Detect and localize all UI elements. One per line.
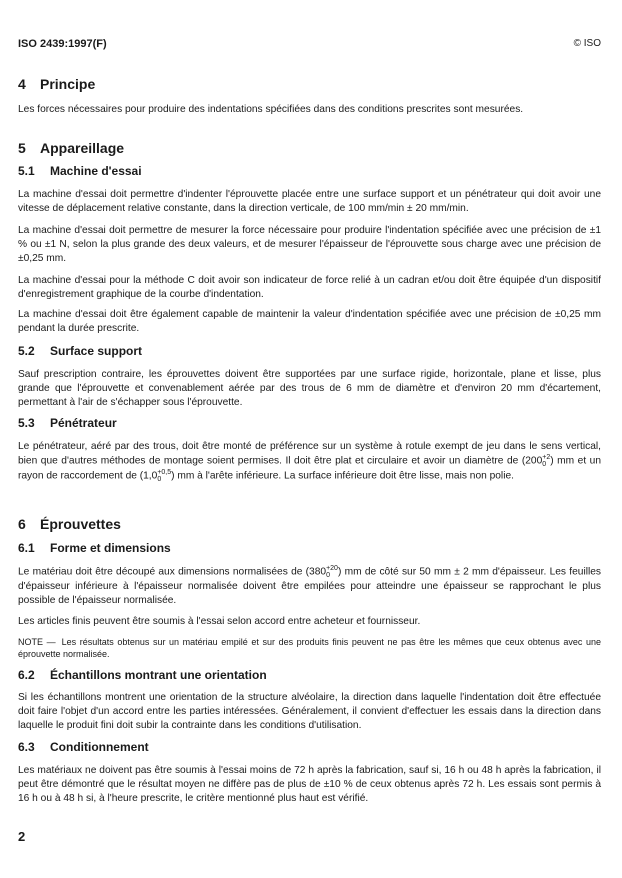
subsection-number: 5.3	[18, 416, 35, 430]
subsection-title: Machine d'essai	[50, 164, 142, 178]
section-6-heading	[18, 516, 601, 532]
tolerance-fraction	[157, 469, 171, 483]
tolerance-fraction	[326, 565, 338, 579]
section-5-heading	[18, 140, 601, 156]
subsection-number: 6.2	[18, 668, 35, 682]
note-label: NOTE —	[18, 637, 56, 647]
copyright-notice: © ISO	[573, 38, 601, 49]
subsection-number: 6.3	[18, 740, 35, 754]
document-page	[18, 0, 601, 878]
tolerance-upper: +20	[326, 565, 338, 572]
section-4-heading	[18, 76, 601, 92]
tolerance-upper: +0,5	[157, 468, 172, 476]
text-run: Le matériau doit être découpé aux dimensions normalisées de (380	[18, 566, 327, 578]
standard-reference: ISO 2439:1997(F)	[18, 38, 107, 50]
subsection-6-1-paragraph-1	[18, 565, 601, 608]
subsection-5-2-heading	[18, 344, 601, 358]
subsection-title: Conditionnement	[50, 740, 149, 754]
tolerance-lower: 0	[326, 572, 330, 579]
subsection-6-3-heading	[18, 740, 601, 754]
subsection-number: 5.2	[18, 344, 35, 358]
subsection-number: 5.1	[18, 164, 35, 178]
section-title: Éprouvettes	[40, 516, 121, 532]
note-text: Les résultats obtenus sur un matériau empilé et sur des produits finis peuvent ne pas être les mêmes que ceux obtenus avec une éprouvette normalisée.	[18, 637, 601, 659]
subsection-title: Surface support	[50, 344, 143, 358]
text-run: ) mm de côté sur 50 mm ± 2 mm d'épaisseur. Les feuilles d'épaisseur inférieure à l'épaisseur normalisée doivent être empilées pour atteindre une épaisseur se rapprochant le plus possible de l'épaisseur normalisée.	[18, 566, 601, 606]
subsection-6-2-paragraph: Si les échantillons montrent une orientation de la structure alvéolaire, la direction dans laquelle l'indentation doit être effectuée doit faire l'objet d'un accord entre les parties intéressées. Généralement, il convient d'effectuer les essais dans la direction dans laquelle le produit fini doit subir la contrainte dans les conditions d'utilisation.	[18, 692, 601, 731]
text-run: ) mm et un rayon de raccordement de (1,0	[18, 455, 602, 482]
subsection-title: Pénétrateur	[50, 416, 117, 430]
tolerance-lower: 0	[542, 461, 547, 468]
subsection-5-3-paragraph	[18, 440, 601, 483]
subsection-5-1-paragraph-2: La machine d'essai doit permettre de mesurer la force nécessaire pour produire l'indentation spécifiée avec une précision de ±1 % ou ±1 N, selon la plus grande des deux valeurs, et de mesurer l'épaisseur de l'éprouvette sous charge avec une précision de ±0,25 mm.	[18, 225, 601, 264]
section-title: Principe	[40, 76, 96, 92]
subsection-5-1-paragraph-1: La machine d'essai doit permettre d'indenter l'éprouvette placée entre une surface support et un pénétrateur qui doit avoir une vitesse de déplacement relative constante, dans la direction verticale, de 100 mm/min ± 20 mm/min.	[18, 189, 601, 214]
subsection-5-1-paragraph-3: La machine d'essai pour la méthode C doit avoir son indicateur de force relié à un cadran et/ou doit être équipée d'un dispositif d'enregistrement graphique de la courbe d'indentation.	[18, 275, 601, 300]
section-4-paragraph: Les forces nécessaires pour produire des indentations spécifiées dans des conditions prescrites sont mesurées.	[18, 104, 524, 115]
text-run: ) mm à l'arête inférieure. La surface inférieure doit être lisse, mais non polie.	[171, 470, 514, 482]
subsection-title: Forme et dimensions	[50, 541, 171, 555]
section-number: 6	[18, 516, 26, 532]
subsection-6-3-paragraph: Les matériaux ne doivent pas être soumis à l'essai moins de 72 h après la fabrication, sauf si, 16 h ou 48 h après la fabrication, il peut être démontré que le résultat moyen ne diffère pas de plus de ±10 % de ceux obtenus après 72 h. Les essais sont permis à 16 h ou à 48 h si, à l'heure prescrite, le critère mentionné plus haut est vérifié.	[18, 765, 601, 804]
section-number: 5	[18, 140, 26, 156]
subsection-title: Échantillons montrant une orientation	[50, 668, 267, 682]
note-block	[18, 636, 601, 660]
subsection-5-3-heading	[18, 416, 601, 430]
subsection-6-2-heading	[18, 668, 601, 682]
page-number: 2	[18, 829, 26, 844]
subsection-6-1-heading	[18, 541, 601, 555]
subsection-number: 6.1	[18, 541, 35, 555]
subsection-5-1-paragraph-4: La machine d'essai doit être également capable de maintenir la valeur d'indentation spécifiée avec une précision de ±0,25 mm pendant la durée prescrite.	[18, 309, 601, 334]
section-title: Appareillage	[40, 140, 125, 156]
tolerance-upper: +2	[542, 454, 551, 461]
text-run: Le pénétrateur, aéré par des trous, doit être monté de préférence sur un système à rotule exempt de jeu dans le sens vertical, bien que d'autres méthodes de montage soient permises. Il doit être plat et circulaire et avoir un diamètre de (200	[18, 441, 601, 467]
tolerance-lower: 0	[157, 475, 162, 483]
subsection-5-2-paragraph: Sauf prescription contraire, les éprouvettes doivent être supportées par une surface rigide, horizontale, plane et lisse, plus grande que l'éprouvette et convenablement aérée par des trous de 6 mm de diamètre et d'environ 20 mm d'écartement, permettant à l'air de s'échapper sous l'éprouvette.	[18, 369, 601, 408]
section-number: 4	[18, 76, 26, 92]
subsection-5-1-heading	[18, 164, 601, 178]
subsection-6-1-paragraph-2: Les articles finis peuvent être soumis à l'essai selon accord entre acheteur et fournisseur.	[18, 616, 421, 627]
